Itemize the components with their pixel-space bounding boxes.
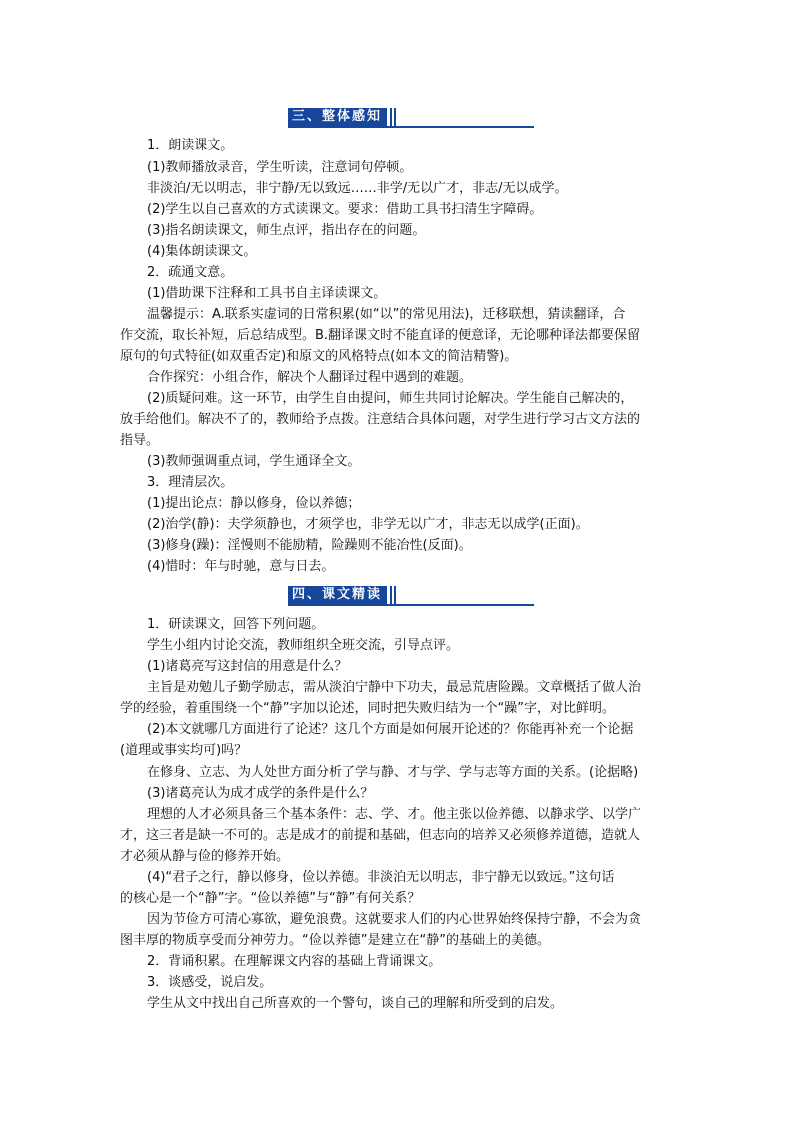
text-line: (4)集体朗读课文。: [147, 244, 257, 259]
text-line: 合作探究：小组合作，解决个人翻译过程中遇到的难题。: [147, 370, 473, 385]
text-line: 图丰厚的物质享受而分神劳力。“俭以养德”是建立在“静”的基础上的美德。: [120, 933, 550, 948]
text-line: 理想的人才必须具备三个基本条件：志、学、才。他主张以俭养德、以静求学、以学广: [147, 807, 642, 822]
text-line: (2)本文就哪几方面进行了论述？这几个方面是如何展开论述的？你能再补充一个论据: [147, 722, 634, 737]
text-line: 放手给他们。解决不了的，教师给予点拨。注意结合具体问题，对学生进行学习古文方法的: [120, 412, 641, 427]
text-line: 1．朗读课文。: [147, 138, 234, 153]
text-line: 学生小组内讨论交流，教师组织全班交流，引导点评。: [147, 638, 460, 653]
header-underline: [288, 604, 534, 606]
text-line: 在修身、立志、为人处世方面分析了学与静、才与学、学与志等方面的关系。(论据略): [147, 765, 639, 780]
text-line: (3)诸葛亮认为成才成学的条件是什么？: [147, 786, 374, 801]
section-title: 四、课文精读: [288, 586, 387, 604]
text-line: 指导。: [120, 433, 160, 448]
text-line: 非淡泊/无以明志，非宁静/无以致远……非学/无以广才，非志/无以成学。: [147, 181, 568, 196]
header-underline: [288, 126, 534, 128]
text-line: (4)惜时：年与时驰，意与日去。: [147, 559, 335, 574]
text-line: 学生从文中找出自己所喜欢的一个警句，谈自己的理解和所受到的启发。: [147, 996, 564, 1011]
text-line: (1)提出论点：静以修身，俭以养德；: [147, 496, 361, 511]
text-line: (2)治学(静)：夫学须静也，才须学也，非学无以广才，非志无以成学(正面)。: [147, 517, 589, 532]
text-line: (1)借助课下注释和工具书自主译读课文。: [147, 286, 387, 301]
header-bars-decoration: [388, 586, 396, 604]
text-line: (2)学生以自己喜欢的方式读课文。要求：借助工具书扫清生字障碍。: [147, 202, 543, 217]
header-bars-decoration: [388, 108, 396, 126]
text-line: (3)指名朗读课文，师生点评，指出存在的问题。: [147, 223, 426, 238]
text-line: 3．谈感受，说启发。: [147, 975, 273, 990]
text-line: 因为节俭方可清心寡欲，避免浪费。这就要求人们的内心世界始终保持宁静，不会为贪: [147, 912, 642, 927]
text-line: (道理或事实均可)吗？: [120, 743, 248, 758]
text-line: 2．疏通文意。: [147, 265, 234, 280]
text-line: (3)修身(躁)：淫慢则不能励精，险躁则不能冶性(反面)。: [147, 538, 472, 553]
section-title: 三、整体感知: [288, 108, 387, 126]
text-line: 2．背诵积累。在理解课文内容的基础上背诵课文。: [147, 954, 442, 969]
text-line: 3．理清层次。: [147, 475, 234, 490]
text-line: (4)“君子之行，静以修身，俭以养德。非淡泊无以明志，非宁静无以致远。”这句话: [147, 870, 615, 885]
text-line: 的核心是一个“静”字。“俭以养德”与“静”有何关系？: [120, 891, 421, 906]
text-line: (1)诸葛亮写这封信的用意是什么？: [147, 659, 348, 674]
text-line: 主旨是劝勉儿子勤学励志，需从淡泊宁静中下功夫，最忌荒唐险躁。文章概括了做人治: [147, 680, 642, 695]
text-line: (1)教师播放录音，学生听读，注意词句停顿。: [147, 160, 413, 175]
section-header-close-reading: [288, 586, 534, 608]
text-line: 才必须从静与俭的修养开始。: [120, 849, 290, 864]
text-line: 原句的句式特征(如双重否定)和原文的风格特点(如本文的简洁精警)。: [120, 349, 518, 364]
text-line: 作交流，取长补短，后总结成型。B.翻译课文时不能直译的便意译，无论哪种译法都要保留: [120, 328, 641, 343]
text-line: 温馨提示：A.联系实虚词的日常积累(如“以”的常见用法)，迁移联想，猜读翻译，合: [147, 307, 626, 322]
text-line: 才，这三者是缺一不可的。志是成才的前提和基础，但志向的培养又必须修养道德，造就人: [120, 828, 641, 843]
text-line: 1．研读课文，回答下列问题。: [147, 617, 325, 632]
text-line: 学的经验，着重围绕一个“静”字加以论述，同时把失败归结为一个“躁”字，对比鲜明。: [120, 701, 615, 716]
text-line: (3)教师强调重点词，学生通译全文。: [147, 454, 361, 469]
text-line: (2)质疑问难。这一环节，由学生自由提问，师生共同讨论解决。学生能自己解决的，: [147, 391, 634, 406]
section-header-overall-perception: [288, 108, 534, 130]
